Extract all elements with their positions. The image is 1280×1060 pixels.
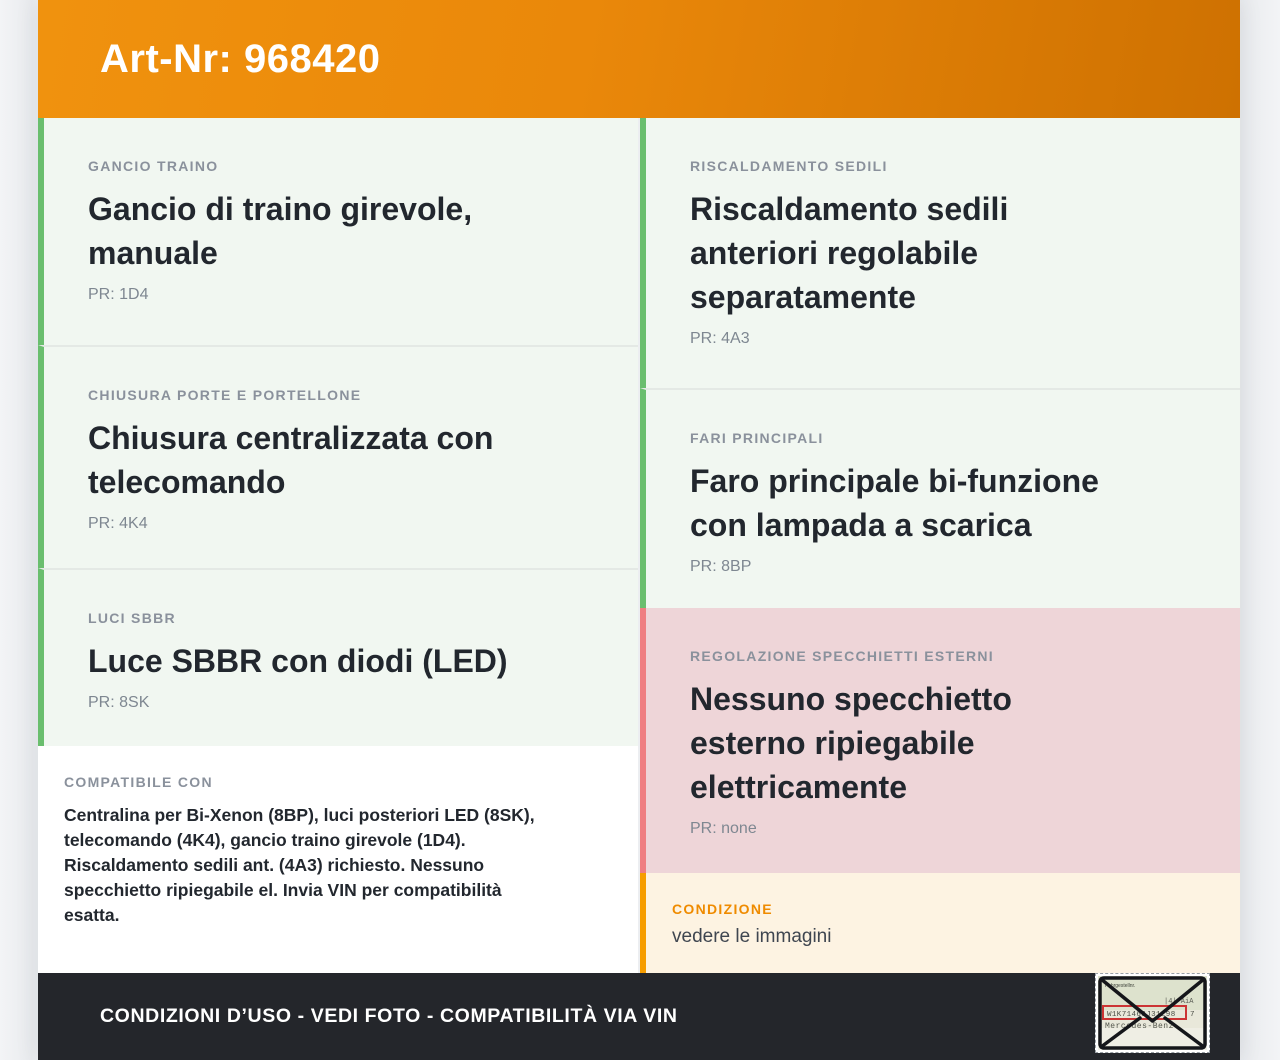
feature-title: Chiusura centralizzata con telecomando <box>88 420 494 500</box>
svg-text:Fahrgestellnr.: Fahrgestellnr. <box>1105 983 1136 989</box>
pr-code: PR: 8BP <box>690 558 752 575</box>
feature-title: Luce SBBR con diodi (LED) <box>88 643 508 679</box>
right-column <box>640 118 1240 973</box>
feature-title: Riscaldamento sedili anteriori regolabile separatamente <box>690 191 1009 315</box>
feature-category-label: REGOLAZIONE SPECCHIETTI ESTERNI <box>690 648 994 664</box>
condition-card <box>640 873 1240 973</box>
svg-text:|4| AiA: |4| AiA <box>1164 998 1194 1006</box>
left-column <box>38 118 638 973</box>
compatibility-label: COMPATIBILE CON <box>64 774 213 790</box>
feature-card-luci-sbbr <box>38 568 638 746</box>
vin-document-image <box>1095 973 1210 1053</box>
svg-text:W1K71463J31298: W1K71463J31298 <box>1107 1011 1176 1019</box>
footer-banner-text: CONDIZIONI D’USO - VEDI FOTO - COMPATIBILITÀ VIA VIN <box>100 1005 678 1027</box>
feature-title: Gancio di traino girevole, manuale <box>88 191 473 271</box>
vin-envelope-icon <box>1098 976 1207 1050</box>
article-number-title: Art-Nr: 968420 <box>100 36 381 81</box>
feature-card-specchietti <box>640 608 1240 873</box>
feature-card-riscaldamento <box>640 118 1240 388</box>
listing-card <box>38 0 1240 1060</box>
compatibility-card <box>38 746 638 973</box>
condition-label: CONDIZIONE <box>672 901 773 917</box>
svg-text:Mercedes-Benz: Mercedes-Benz <box>1105 1022 1174 1031</box>
feature-title: Nessuno specchietto esterno ripiegabile elettricamente <box>690 681 1012 805</box>
feature-card-fari <box>640 388 1240 608</box>
article-header <box>38 0 1240 118</box>
pr-code: PR: 4K4 <box>88 515 148 532</box>
feature-category-label: CHIUSURA PORTE E PORTELLONE <box>88 387 362 403</box>
feature-category-label: FARI PRINCIPALI <box>690 430 824 446</box>
feature-category-label: GANCIO TRAINO <box>88 158 219 174</box>
feature-category-label: LUCI SBBR <box>88 610 176 626</box>
feature-category-label: RISCALDAMENTO SEDILI <box>690 158 888 174</box>
svg-text:7: 7 <box>1190 1011 1195 1019</box>
pr-code: PR: 1D4 <box>88 286 149 303</box>
feature-title: Faro principale bi-funzione con lampada a scarica <box>690 463 1099 543</box>
pr-code: PR: 8SK <box>88 694 150 711</box>
pr-code: PR: none <box>690 820 757 837</box>
pr-code: PR: 4A3 <box>690 330 750 347</box>
footer-banner <box>38 973 1240 1060</box>
feature-card-gancio-traino <box>38 118 638 345</box>
condition-value: vedere le immagini <box>672 926 832 947</box>
feature-grid <box>38 118 1240 973</box>
feature-card-chiusura <box>38 345 638 568</box>
compatibility-text: Centralina per Bi-Xenon (8BP), luci posteriori LED (8SK), telecomando (4K4), gancio traino girevole (1D4). Riscaldamento sedili ant. (4A3) richiesto. Nessuno specchietto ripiegabile el. Invia VIN per compatibilità esatta. <box>64 805 535 925</box>
